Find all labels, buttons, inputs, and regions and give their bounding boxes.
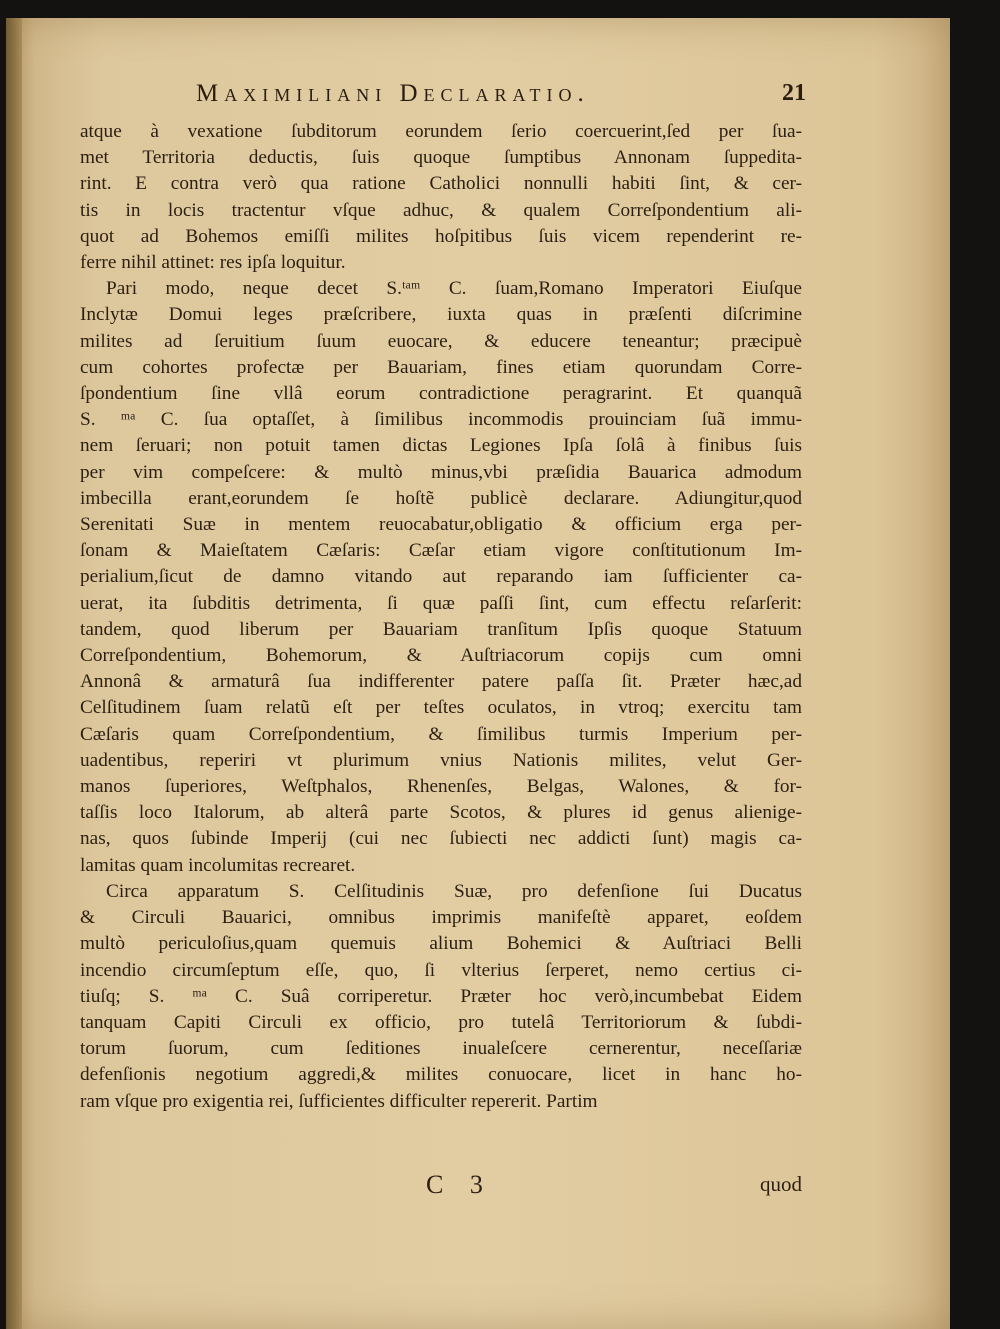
text-line: ſonam & Maieſtatem Cæſaris: Cæſar etiam vigore conſtitutionum Im-	[80, 540, 802, 562]
text-line: tandem, quod liberum per Bauariam tranſitum Ipſis quoque Statuum	[80, 618, 802, 640]
text-line: ſpondentium ſine vllâ eorum contradictione peragrarint. Et quanquã	[80, 383, 802, 405]
text-line: Serenitati Suæ in mentem reuocabatur,obligatio & officium erga per-	[80, 514, 802, 536]
binding-gutter	[6, 18, 22, 1329]
text-line: uerat, ita ſubditis detrimenta, ſi quæ paſſi ſint, cum effectu reſarſerit:	[80, 592, 802, 614]
text-line: ferre nihil attinet: res ipſa loquitur.	[80, 252, 346, 274]
text-line: tis in locis tractentur vſque adhuc, & qualem Correſpondentium ali-	[80, 199, 802, 221]
text-line: tanquam Capiti Circuli ex officio, pro tutelâ Territoriorum & ſubdi-	[80, 1011, 802, 1033]
text-line: Celſitudinem ſuam relatũ eſt per teſtes oculatos, in vtroq; exercitu tam	[80, 697, 802, 719]
text-line: milites ad ſeruitium ſuum euocare, & educere teneantur; præcipuè	[80, 330, 802, 352]
text-line: & Circuli Bauarici, omnibus imprimis manifeſtè apparet, eoſdem	[80, 907, 802, 929]
running-title: Maximiliani Declaratio.	[196, 80, 590, 107]
text-line: per vim compeſcere: & multò minus,vbi præſidia Bauarica admodum	[80, 461, 802, 483]
text-line: Correſpondentium, Bohemorum, & Auſtriacorum copijs cum omni	[80, 645, 802, 667]
paragraph	[80, 119, 802, 276]
book-page	[6, 18, 950, 1329]
text-line: uadentibus, reperiri vt plurimum vnius Nationis milites, velut Ger-	[80, 749, 802, 771]
text-line: Pari modo, neque decet S.ᵗᵃᵐ C. ſuam,Romano Imperatori Eiuſque	[106, 278, 802, 300]
text-line: incendio circumſeptum eſſe, quo, ſi vlterius ſerperet, nemo certius ci-	[80, 959, 802, 981]
text-line: met Territoria deductis, ſuis quoque ſumptibus Annonam ſuppedita-	[80, 147, 802, 169]
text-line: perialium,ſicut de damno vitando aut reparando iam ſufficienter ca-	[80, 566, 802, 588]
text-line: lamitas quam incolumitas recrearet.	[80, 854, 356, 876]
text-line: torum ſuorum, cum ſeditiones inualeſcere cernerentur, neceſſariæ	[80, 1038, 802, 1060]
body-text	[80, 119, 802, 1115]
text-line: nem ſeruari; non potuit tamen dictas Legiones Ipſa ſolâ à finibus ſuis	[80, 435, 802, 457]
text-line: nas, quos ſubinde Imperij (cui nec ſubiecti nec addicti ſunt) magis ca-	[80, 828, 802, 850]
text-line: imbecilla erant,eorundem ſe hoſtẽ publicè declarare. Adiungitur,quod	[80, 487, 802, 509]
paragraph	[80, 276, 802, 879]
text-line: cum cohortes profectæ per Bauariam, fines etiam quorundam Corre-	[80, 356, 802, 378]
text-line: Circa apparatum S. Celſitudinis Suæ, pro defenſione ſui Ducatus	[106, 880, 802, 902]
page-header	[196, 76, 806, 112]
text-line: tiuſq; S. ᵐᵃ C. Suâ corriperetur. Præter hoc verò,incumbebat Eidem	[80, 985, 802, 1007]
signature-mark: C 3	[426, 1170, 493, 1199]
text-line: quot ad Bohemos emiſſi milites hoſpitibus ſuis vicem rependerint re-	[80, 225, 802, 247]
text-line: defenſionis negotium aggredi,& milites conuocare, licet in hanc ho-	[80, 1064, 802, 1086]
catchword: quod	[760, 1172, 802, 1196]
text-line: ram vſque pro exigentia rei, ſufficientes difficulter repererit. Partim	[80, 1090, 598, 1112]
text-line: S. ᵐᵃ C. ſua optaſſet, à ſimilibus incommodis prouinciam ſuã immu-	[80, 409, 802, 431]
page-number: 21	[782, 80, 806, 106]
text-line: Inclytæ Domui leges præſcribere, iuxta quas in præſenti diſcrimine	[80, 304, 802, 326]
text-line: taſſis loco Italorum, ab alterâ parte Scotos, & plures id genus alienige-	[80, 802, 802, 824]
text-line: atque à vexatione ſubditorum eorundem ſerio coercuerint,ſed per ſua-	[80, 121, 802, 142]
text-line: Cæſaris quam Correſpondentium, & ſimilibus turmis Imperium per-	[80, 723, 802, 745]
text-line: multò periculoſius,quam quemuis alium Bohemici & Auſtriaci Belli	[80, 933, 802, 955]
page-footer	[80, 1170, 802, 1202]
text-line: manos ſuperiores, Weſtphalos, Rhenenſes, Belgas, Walones, & for-	[80, 776, 802, 798]
paragraph	[80, 879, 802, 1115]
text-line: rint. E contra verò qua ratione Catholici nonnulli habiti ſint, & cer-	[80, 173, 802, 195]
text-line: Annonâ & armaturâ ſua indifferenter patere paſſa ſit. Præter hæc,ad	[80, 671, 802, 693]
